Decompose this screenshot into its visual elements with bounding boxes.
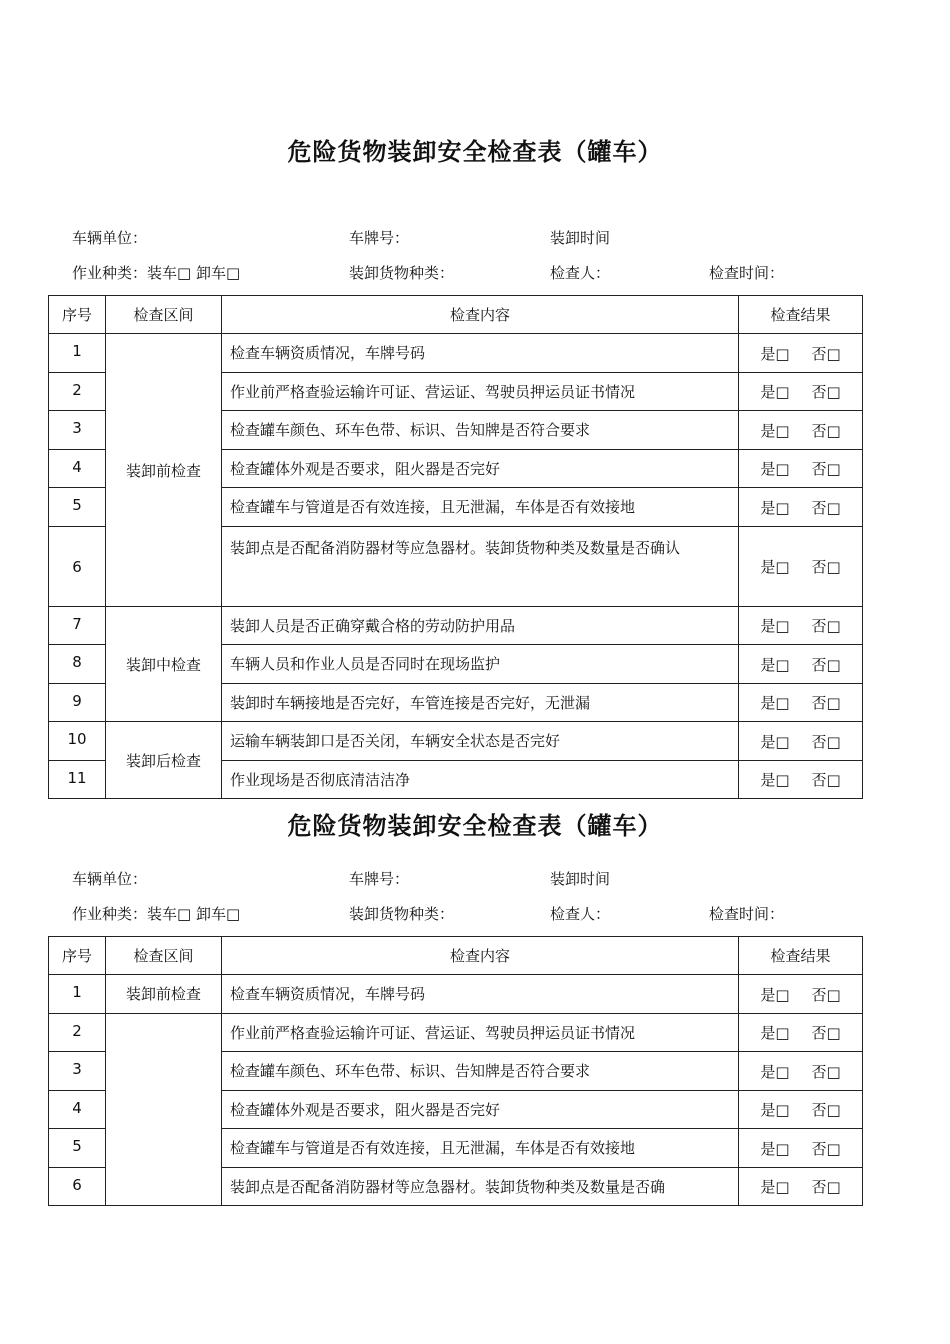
header-no: 序号 xyxy=(49,937,106,975)
form2-goods-type-label: 装卸货物种类： xyxy=(349,905,455,923)
yes-checkbox[interactable]: 是□ xyxy=(760,1062,790,1081)
row-content: 作业前严格查验运输许可证、营运证、驾驶员押运员证书情况 xyxy=(222,1014,739,1052)
row-result xyxy=(739,411,863,450)
no-checkbox[interactable]: 否□ xyxy=(811,655,841,674)
form2-title: 危险货物装卸安全检查表（罐车） xyxy=(287,812,663,840)
row-result xyxy=(739,684,863,722)
form2-plate-no-label: 车牌号： xyxy=(349,870,410,888)
row-result xyxy=(739,1129,863,1168)
row-result xyxy=(739,761,863,799)
row-content: 检查罐体外观是否要求，阻火器是否完好 xyxy=(222,450,739,488)
yes-checkbox[interactable]: 是□ xyxy=(760,344,790,363)
row-no: 3 xyxy=(49,411,106,450)
form1-check-time-label: 检查时间： xyxy=(709,264,785,282)
yes-checkbox[interactable]: 是□ xyxy=(760,617,790,635)
no-checkbox[interactable]: 否□ xyxy=(811,1101,841,1119)
form1-unload-checkbox[interactable]: 卸车□ xyxy=(195,264,241,282)
row-result xyxy=(739,450,863,488)
yes-checkbox[interactable]: 是□ xyxy=(760,1101,790,1119)
table-header-row xyxy=(49,296,863,334)
form2-load-time-label: 装卸时间 xyxy=(550,870,611,888)
row-content: 装卸人员是否正确穿戴合格的劳动防护用品 xyxy=(222,607,739,645)
row-no: 11 xyxy=(49,761,106,799)
row-no: 2 xyxy=(49,373,106,411)
row-result xyxy=(739,488,863,527)
form1-goods-type-label: 装卸货物种类： xyxy=(349,264,455,282)
form2-vehicle-unit-label: 车辆单位： xyxy=(72,870,148,888)
form1-load-checkbox[interactable]: 装车□ xyxy=(147,264,192,282)
no-checkbox[interactable]: 否□ xyxy=(811,498,841,517)
area-before-check: 装卸前检查 xyxy=(106,334,222,607)
yes-checkbox[interactable]: 是□ xyxy=(760,460,790,478)
yes-checkbox[interactable]: 是□ xyxy=(760,383,790,401)
header-no: 序号 xyxy=(49,296,106,334)
yes-checkbox[interactable]: 是□ xyxy=(760,498,790,517)
row-result xyxy=(739,645,863,684)
yes-checkbox[interactable]: 是□ xyxy=(760,771,790,789)
form2-unload-checkbox[interactable]: 卸车□ xyxy=(195,905,241,923)
row-no: 1 xyxy=(49,975,106,1014)
row-content: 检查罐车颜色、环车色带、标识、告知牌是否符合要求 xyxy=(222,1052,739,1091)
no-checkbox[interactable]: 否□ xyxy=(811,558,841,576)
yes-checkbox[interactable]: 是□ xyxy=(760,655,790,674)
no-checkbox[interactable]: 否□ xyxy=(811,1062,841,1081)
no-checkbox[interactable]: 否□ xyxy=(811,460,841,478)
form1-plate-no-label: 车牌号： xyxy=(349,229,410,247)
yes-checkbox[interactable]: 是□ xyxy=(760,1024,790,1042)
form2-load-checkbox[interactable]: 装车□ xyxy=(147,905,192,923)
form1-vehicle-unit-label: 车辆单位： xyxy=(72,229,148,247)
yes-checkbox[interactable]: 是□ xyxy=(760,732,790,751)
row-no: 9 xyxy=(49,684,106,722)
table-row xyxy=(49,334,863,373)
row-content: 检查罐车与管道是否有效连接，且无泄漏，车体是否有效接地 xyxy=(222,488,739,527)
row-content: 作业现场是否彻底清洁洁净 xyxy=(222,761,739,799)
row-result xyxy=(739,1014,863,1052)
form1-inspector-label: 检查人： xyxy=(550,264,611,282)
table-row xyxy=(49,607,863,645)
row-no: 7 xyxy=(49,607,106,645)
row-content: 检查罐车颜色、环车色带、标识、告知牌是否符合要求 xyxy=(222,411,739,450)
row-content: 作业前严格查验运输许可证、营运证、驾驶员押运员证书情况 xyxy=(222,373,739,411)
table-row xyxy=(49,1014,863,1052)
form2-table xyxy=(48,936,863,1206)
row-content: 检查罐车与管道是否有效连接，且无泄漏，车体是否有效接地 xyxy=(222,1129,739,1168)
row-result xyxy=(739,1052,863,1091)
no-checkbox[interactable]: 否□ xyxy=(811,421,841,440)
form2-work-type-label: 作业种类： xyxy=(72,905,148,923)
row-content: 运输车辆装卸口是否关闭，车辆安全状态是否完好 xyxy=(222,722,739,761)
header-content: 检查内容 xyxy=(222,296,739,334)
row-content: 检查车辆资质情况，车牌号码 xyxy=(222,975,739,1014)
row-no: 10 xyxy=(49,722,106,761)
row-result xyxy=(739,607,863,645)
row-result xyxy=(739,373,863,411)
no-checkbox[interactable]: 否□ xyxy=(811,617,841,635)
row-no: 4 xyxy=(49,1091,106,1129)
header-area: 检查区间 xyxy=(106,937,222,975)
no-checkbox[interactable]: 否□ xyxy=(811,732,841,751)
form1-work-type xyxy=(72,262,240,283)
row-no: 2 xyxy=(49,1014,106,1052)
yes-checkbox[interactable]: 是□ xyxy=(760,1178,790,1196)
row-no: 8 xyxy=(49,645,106,684)
header-content: 检查内容 xyxy=(222,937,739,975)
row-result xyxy=(739,975,863,1014)
no-checkbox[interactable]: 否□ xyxy=(811,383,841,401)
table-row xyxy=(49,975,863,1014)
row-no: 4 xyxy=(49,450,106,488)
yes-checkbox[interactable]: 是□ xyxy=(760,558,790,576)
row-result xyxy=(739,1168,863,1206)
row-no: 5 xyxy=(49,1129,106,1168)
no-checkbox[interactable]: 否□ xyxy=(811,985,841,1004)
header-area: 检查区间 xyxy=(106,296,222,334)
row-result xyxy=(739,722,863,761)
yes-checkbox[interactable]: 是□ xyxy=(760,421,790,440)
yes-checkbox[interactable]: 是□ xyxy=(760,985,790,1004)
row-no: 5 xyxy=(49,488,106,527)
area-after-check: 装卸后检查 xyxy=(106,722,222,799)
form2-work-type xyxy=(72,903,240,924)
form1-table xyxy=(48,295,863,799)
no-checkbox[interactable]: 否□ xyxy=(811,1178,841,1196)
row-content: 车辆人员和作业人员是否同时在现场监护 xyxy=(222,645,739,684)
form2-check-time-label: 检查时间： xyxy=(709,905,785,923)
no-checkbox[interactable]: 否□ xyxy=(811,344,841,363)
area-empty xyxy=(106,1014,222,1206)
area-during-check: 装卸中检查 xyxy=(106,607,222,722)
row-result xyxy=(739,1091,863,1129)
row-content: 装卸点是否配备消防器材等应急器材。装卸货物种类及数量是否确 xyxy=(222,1168,739,1206)
row-content: 装卸时车辆接地是否完好，车管连接是否完好，无泄漏 xyxy=(222,684,739,722)
table-header-row xyxy=(49,937,863,975)
no-checkbox[interactable]: 否□ xyxy=(811,694,841,712)
header-result: 检查结果 xyxy=(739,937,863,975)
form1-load-time-label: 装卸时间 xyxy=(550,229,611,247)
table-row xyxy=(49,722,863,761)
row-no: 6 xyxy=(49,527,106,607)
form1-work-type-label: 作业种类： xyxy=(72,264,148,282)
no-checkbox[interactable]: 否□ xyxy=(811,771,841,789)
row-result xyxy=(739,527,863,607)
row-content: 检查车辆资质情况，车牌号码 xyxy=(222,334,739,373)
row-result xyxy=(739,334,863,373)
no-checkbox[interactable]: 否□ xyxy=(811,1024,841,1042)
row-content: 装卸点是否配备消防器材等应急器材。装卸货物种类及数量是否确认 xyxy=(222,527,739,607)
area-before-check: 装卸前检查 xyxy=(106,975,222,1014)
header-result: 检查结果 xyxy=(739,296,863,334)
form2-inspector-label: 检查人： xyxy=(550,905,611,923)
no-checkbox[interactable]: 否□ xyxy=(811,1139,841,1158)
row-no: 1 xyxy=(49,334,106,373)
row-no: 3 xyxy=(49,1052,106,1091)
row-no: 6 xyxy=(49,1168,106,1206)
row-content: 检查罐体外观是否要求，阻火器是否完好 xyxy=(222,1091,739,1129)
form1-title: 危险货物装卸安全检查表（罐车） xyxy=(287,138,663,166)
yes-checkbox[interactable]: 是□ xyxy=(760,1139,790,1158)
yes-checkbox[interactable]: 是□ xyxy=(760,694,790,712)
